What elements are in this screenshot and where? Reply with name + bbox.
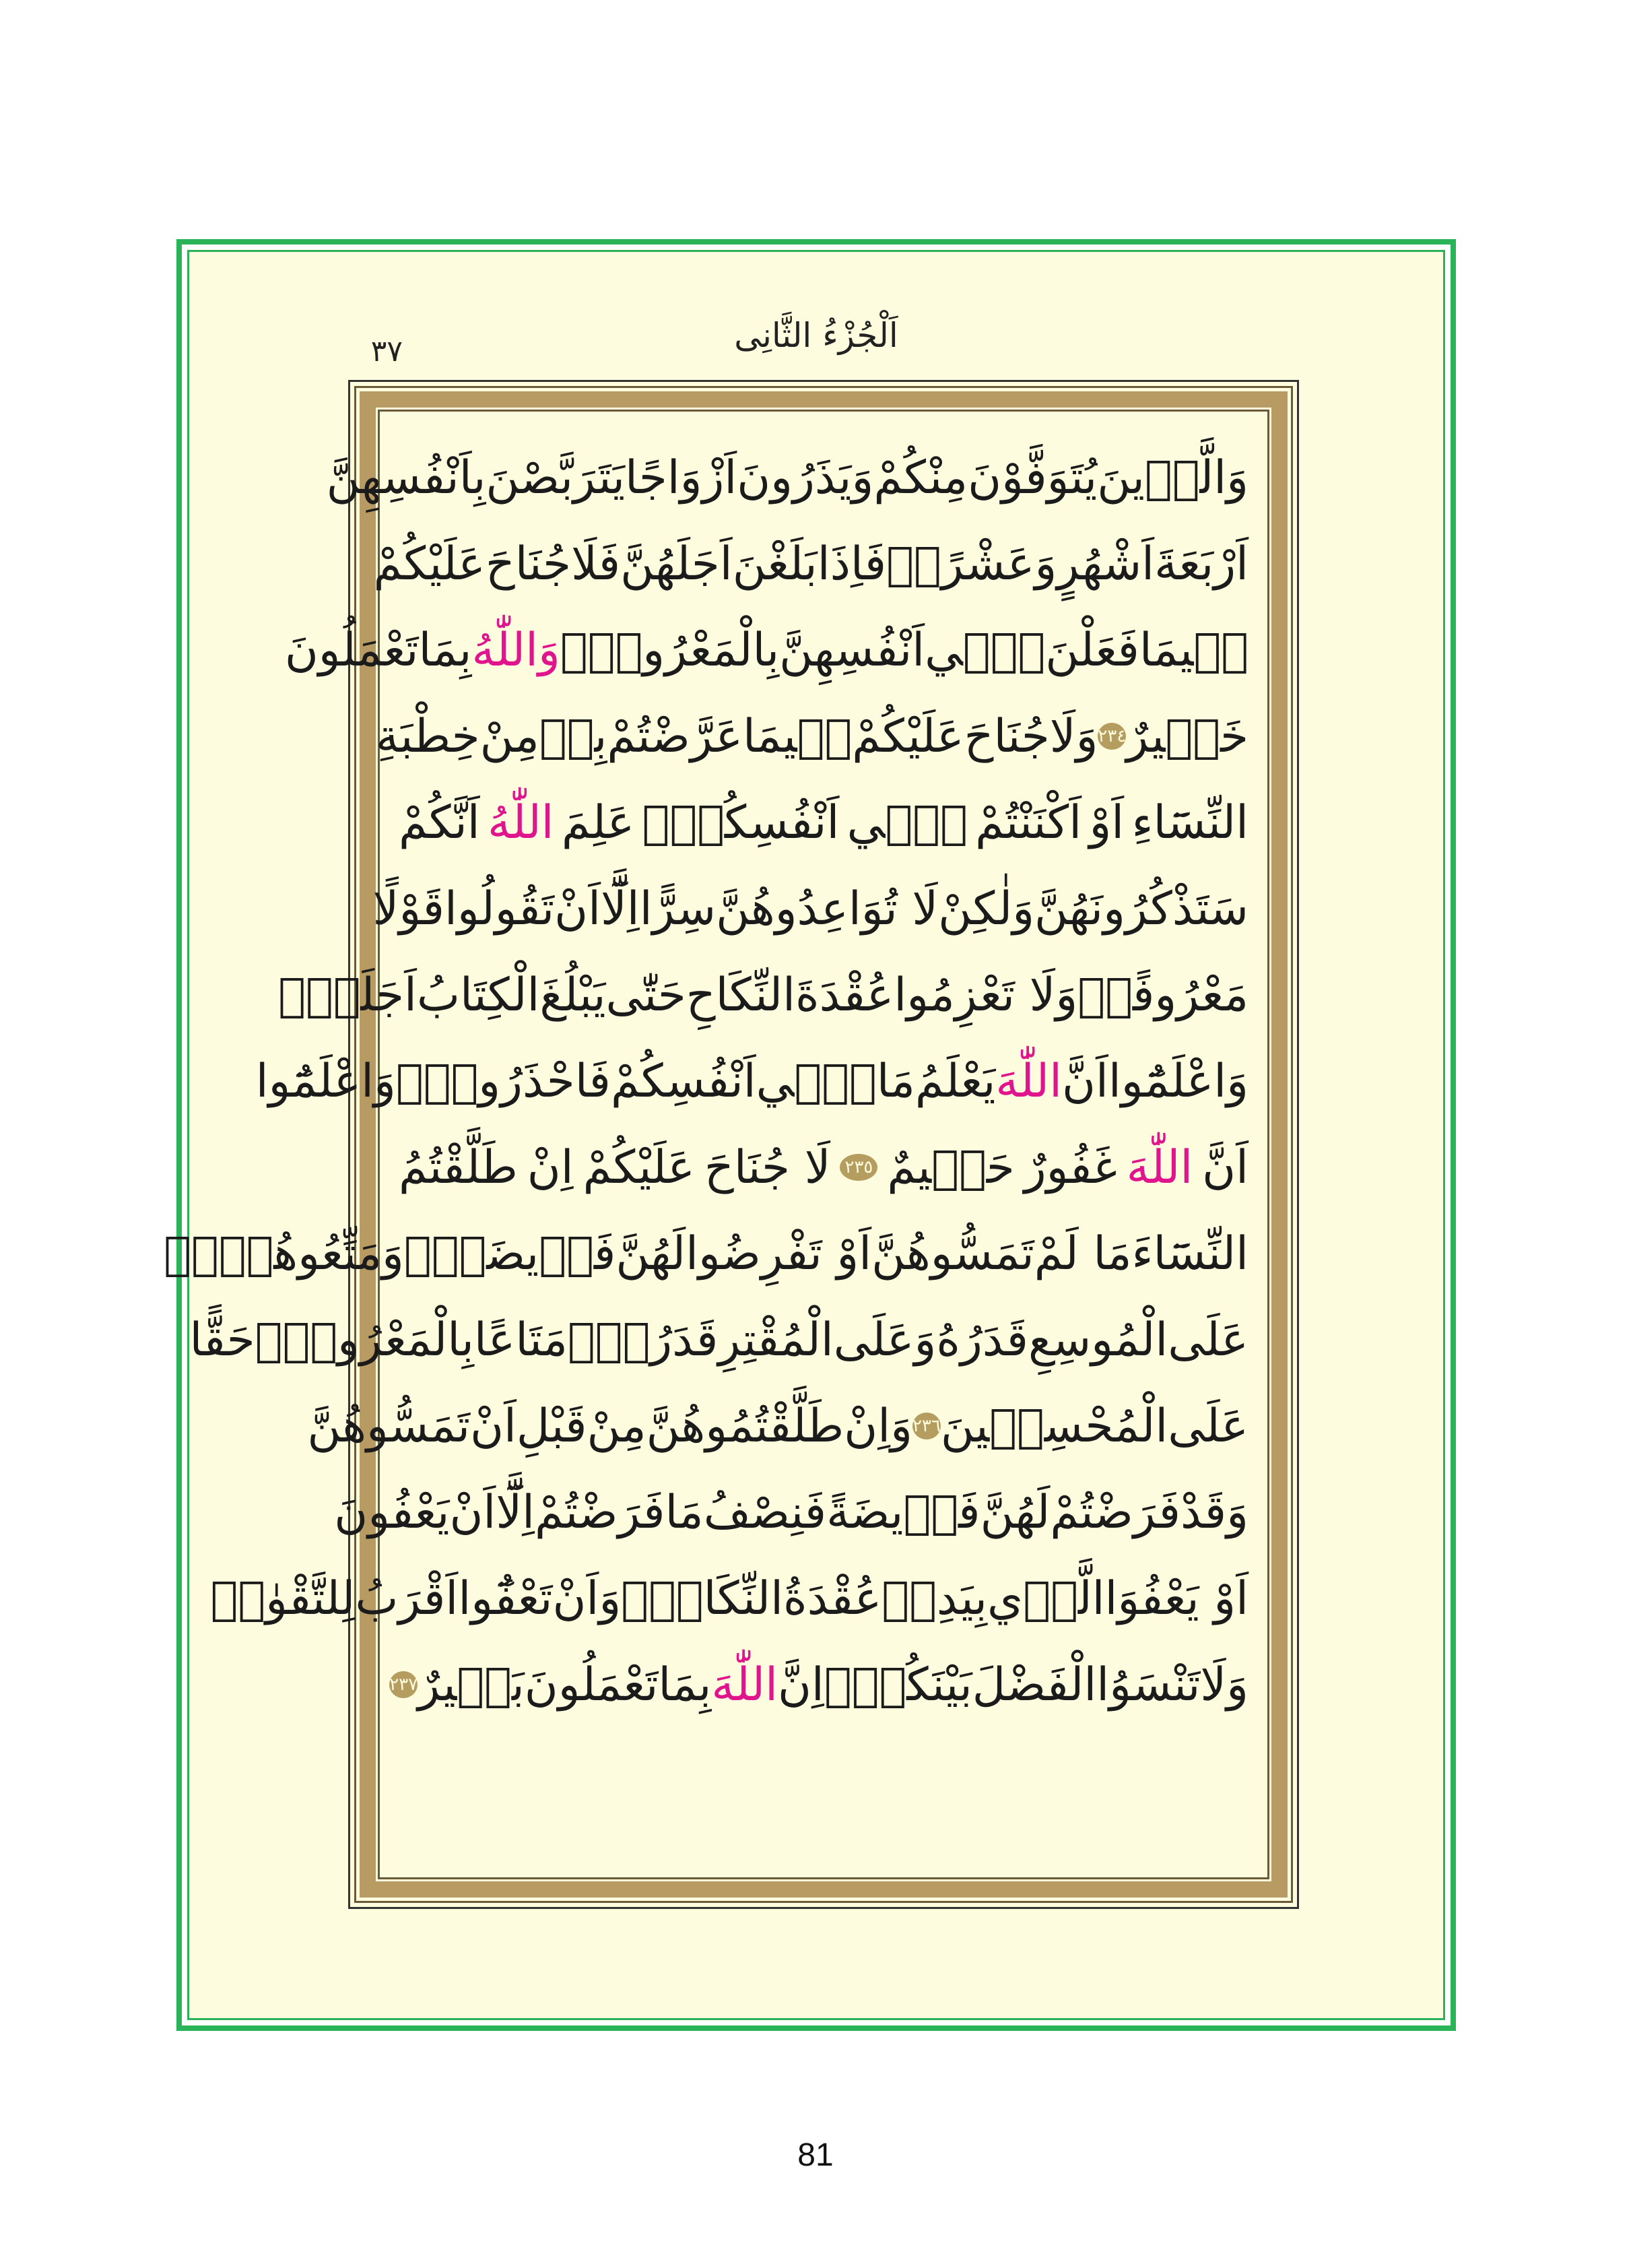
verse-word: وَاَنْ xyxy=(552,1572,622,1625)
verse-word: مَا xyxy=(876,1054,915,1108)
verse-word: عَلَى xyxy=(1168,1399,1249,1453)
verse-word: سِرًّا xyxy=(639,882,717,936)
verse-word: الْمُحْسِنٖينَ xyxy=(940,1399,1168,1453)
verse-word: بَلَغْنَ xyxy=(732,537,818,591)
verse-word: حَتّٰى xyxy=(605,968,686,1022)
verse-word: اَنَّكُمْ xyxy=(399,796,480,849)
verse-word: مِنْكُمْ xyxy=(873,451,968,505)
verse-word: اَوْ تَفْرِضُوا xyxy=(686,1227,872,1281)
verse-word: اَنْ xyxy=(449,1485,496,1539)
verse-line xyxy=(373,521,1249,607)
verse-word: عُقْدَةَ xyxy=(795,968,894,1022)
verse-word: الْكِتَابُ xyxy=(416,968,540,1022)
verse-word: جُنَاحَ xyxy=(485,537,572,591)
verse-word: يَبْلُغَ xyxy=(539,968,606,1022)
verse-word: طَلَّقْتُمُ xyxy=(399,1140,518,1194)
verse-word: لَا تُوَاعِدُوهُنَّ xyxy=(716,882,939,936)
verse-line xyxy=(307,1383,1249,1469)
verse-word: النِّكَاحِ xyxy=(686,968,796,1022)
verse-word: اَجَلَهُۜ xyxy=(278,968,417,1022)
verse-line xyxy=(334,1469,1249,1555)
verse-line xyxy=(255,1038,1249,1124)
verse-word: مَا xyxy=(665,1485,704,1539)
divine-name-word: اللّٰهَ xyxy=(995,1054,1062,1108)
verse-word: وَيَذَرُونَ xyxy=(737,451,874,505)
verse-word: وَاِنْ xyxy=(844,1399,912,1453)
verse-word: اَنْفُسِهِنَّ xyxy=(779,623,925,677)
verse-word: اَشْهُرٍ xyxy=(1057,537,1155,591)
divine-name-word: وَاللّٰهُ xyxy=(471,623,560,677)
verse-line xyxy=(375,693,1249,779)
verse-line xyxy=(326,434,1249,521)
verse-word: وَاعْلَمُٓوا xyxy=(255,1054,396,1108)
verse-word: بَيْنَكُمْۜ xyxy=(824,1658,972,1712)
verse-word: لَهُنَّ xyxy=(980,1485,1051,1539)
verse-word: مَا لَمْ xyxy=(1034,1227,1132,1281)
verse-word: يَعْلَمُ xyxy=(914,1054,996,1108)
verse-word: النِّسَٓاءَ xyxy=(1131,1227,1249,1281)
verse-word: حَلٖيمٌ xyxy=(887,1140,1015,1194)
verse-word: فَاحْذَرُوهُۚ xyxy=(395,1054,611,1108)
page-number: 81 xyxy=(797,2137,834,2173)
verse-word: قَدَرُهُۚ xyxy=(567,1313,719,1367)
verse-word: وَمَتِّعُوهُنَّۚ xyxy=(164,1227,404,1281)
verse-word: تَعْمَلُونَ xyxy=(284,623,419,677)
verse-word: فٖٓي xyxy=(756,1054,877,1108)
juz-title: اَلْجُزْءُ الثَّانِى xyxy=(734,316,898,355)
verse-line xyxy=(164,1210,1249,1297)
verse-line xyxy=(210,1555,1249,1642)
verse-word: مِنْ xyxy=(587,1399,646,1453)
verse-word: لَا جُنَاحَ xyxy=(704,1140,831,1194)
verse-word: فَرٖيضَةً xyxy=(826,1485,980,1539)
verse-line xyxy=(372,866,1249,952)
verse-word: فَعَلْنَ xyxy=(1045,623,1139,677)
verse-word: وَلٰكِنْ xyxy=(938,882,1035,936)
verse-word: تَعْمَلُونَ xyxy=(524,1658,659,1712)
verse-word: فَرٖيضَةًۚ xyxy=(403,1227,616,1281)
verse-word: سَتَذْكُرُونَهُنَّ xyxy=(1034,882,1249,936)
verse-word: اَرْبَعَةَ xyxy=(1154,537,1249,591)
verse-word: اَوْ يَعْفُوَا xyxy=(1104,1572,1249,1625)
verse-word: تَمَسُّوهُنَّ xyxy=(871,1227,1034,1281)
verse-word: يَتَرَبَّصْنَ xyxy=(486,451,626,505)
verse-word: جُنَاحَ xyxy=(964,709,1050,763)
page-frame xyxy=(164,239,1456,2031)
verse-word: وَالَّذٖينَ xyxy=(1097,451,1249,505)
verse-word: فٖٓي xyxy=(925,623,1046,677)
verse-word: بِهٖ xyxy=(539,709,607,763)
verse-word: يُتَوَفَّوْنَ xyxy=(968,451,1098,505)
verse-word: وَاعْلَمُٓوا xyxy=(1108,1054,1249,1108)
ayah-number-marker: ٢٣٧ xyxy=(389,1671,418,1698)
verse-word: اَنَّ xyxy=(1062,1054,1108,1108)
verse-word: تَمَسُّوهُنَّ xyxy=(307,1399,471,1453)
verse-word: بَصٖيرٌ xyxy=(418,1658,525,1712)
verse-word: اَنْفُسِكُمْۜ xyxy=(642,796,840,849)
verse-word: اَنَّ xyxy=(1202,1140,1249,1194)
verse-word: وَعَشْرًاۚ xyxy=(886,537,1057,591)
verse-word: فٖيمَا xyxy=(743,709,853,763)
verse-word: وَلَا تَعْزِمُوا xyxy=(894,968,1078,1022)
verse-word: تَقُولُوا xyxy=(444,882,555,936)
verse-word: فَاِذَا xyxy=(817,537,887,591)
verse-word: اِنْ xyxy=(527,1140,574,1194)
verse-word: اَنْ xyxy=(554,882,601,936)
verse-word: وَعَلَى xyxy=(833,1313,937,1367)
verse-word: قَبْلِ xyxy=(516,1399,587,1453)
verse-word: قَدَرُهُ xyxy=(936,1313,1028,1367)
verse-word: بِيَدِهٖ xyxy=(881,1572,988,1625)
verse-word: بِمَا xyxy=(658,1658,712,1712)
verse-word: عَلِمَ xyxy=(561,796,635,849)
verse-word: فٖيمَا xyxy=(1139,623,1249,677)
verse-line xyxy=(399,779,1249,866)
ayah-number-marker: ٢٣٥ xyxy=(840,1154,877,1181)
verse-word: النِّكَاحِۜ xyxy=(621,1572,783,1625)
verse-word: عَلَى xyxy=(1168,1313,1249,1367)
verse-word: فٖٓي xyxy=(846,796,968,849)
verse-word: وَلَا xyxy=(1049,709,1098,763)
verse-word: فَرَضْتُمْ xyxy=(1050,1485,1180,1539)
verse-word: اَقْرَبُ xyxy=(355,1572,459,1625)
page-number-arabic: ٣٧ xyxy=(370,334,403,368)
verse-line xyxy=(278,952,1249,1038)
verse-word: فَنِصْفُ xyxy=(703,1485,827,1539)
verse-area xyxy=(164,434,1249,1864)
verse-word: خِطْبَةِ xyxy=(375,709,480,763)
verse-word: وَلَا xyxy=(1200,1658,1249,1712)
verse-word: عَلَيْكُمْ xyxy=(373,537,486,591)
verse-word: غَفُورٌ xyxy=(1024,1140,1117,1194)
verse-word: وَقَدْ xyxy=(1180,1485,1249,1539)
verse-word: تَنْسَوُا xyxy=(1096,1658,1201,1712)
verse-word: النِّسَٓاءِ xyxy=(1131,796,1249,849)
verse-word: اَكْنَنْتُمْ xyxy=(975,796,1082,849)
verse-word: الَّذٖي xyxy=(987,1572,1105,1625)
verse-word: اَزْوَاجًا xyxy=(625,451,737,505)
verse-word: عُقْدَةُ xyxy=(783,1572,882,1625)
verse-word: الْفَضْلَ xyxy=(972,1658,1097,1712)
verse-word: عَرَّضْتُمْ xyxy=(607,709,743,763)
ayah-number-marker: ٢٣٤ xyxy=(1098,723,1126,750)
verse-word: بِمَا xyxy=(418,623,472,677)
verse-word: قَوْلًا xyxy=(372,882,444,936)
verse-word: اِنَّ xyxy=(777,1658,824,1712)
verse-word: اَنْفُسِكُمْ xyxy=(610,1054,756,1108)
verse-word: لَهُنَّ xyxy=(615,1227,686,1281)
divine-name-word: اللّٰهُ xyxy=(487,796,554,849)
verse-word: بِالْمَعْرُوفِۜ xyxy=(560,623,780,677)
divine-name-word: اللّٰهَ xyxy=(1126,1140,1193,1194)
verse-word: حَقًّا xyxy=(189,1313,255,1367)
verse-word: تَعْفُٓوا xyxy=(458,1572,553,1625)
verse-word: اَنْ xyxy=(470,1399,517,1453)
verse-line xyxy=(284,607,1249,693)
verse-word: الْمُقْتِرِ xyxy=(718,1313,834,1367)
verse-word: خَبٖيرٌ xyxy=(1126,709,1249,763)
verse-word: يَعْفُونَ xyxy=(334,1485,450,1539)
verse-line xyxy=(389,1642,1249,1728)
verse-word: مَعْرُوفًاۜ xyxy=(1077,968,1249,1022)
verse-word: عَلَيْكُمْ xyxy=(852,709,964,763)
verse-word: بِاَنْفُسِهِنَّ xyxy=(326,451,486,505)
ayah-number-marker: ٢٣٦ xyxy=(912,1413,941,1439)
verse-word: بِالْمَعْرُوفِۚ xyxy=(255,1313,474,1367)
verse-word: مِنْ xyxy=(479,709,539,763)
divine-name-word: اللّٰهَ xyxy=(711,1658,778,1712)
verse-word: اِلَّٓا xyxy=(496,1485,535,1539)
verse-line xyxy=(189,1297,1249,1383)
verse-word: مَتَاعًا xyxy=(473,1313,568,1367)
verse-word: طَلَّقْتُمُوهُنَّ xyxy=(646,1399,844,1453)
verse-word: الْمُوسِعِ xyxy=(1028,1313,1168,1367)
verse-word: لِلتَّقْوٰىۜ xyxy=(210,1572,356,1625)
page-inner xyxy=(164,250,1445,2020)
verse-word: اَوْ xyxy=(1089,796,1125,849)
verse-word: عَلَيْكُمْ xyxy=(582,1140,695,1194)
verse-frame xyxy=(164,380,1299,1909)
verse-word: اِلَّٓا xyxy=(601,882,640,936)
verse-line xyxy=(399,1124,1249,1210)
verse-word: فَرَضْتُمْ xyxy=(535,1485,665,1539)
verse-word: فَلَا xyxy=(571,537,621,591)
verse-word: اَجَلَهُنَّ xyxy=(620,537,733,591)
